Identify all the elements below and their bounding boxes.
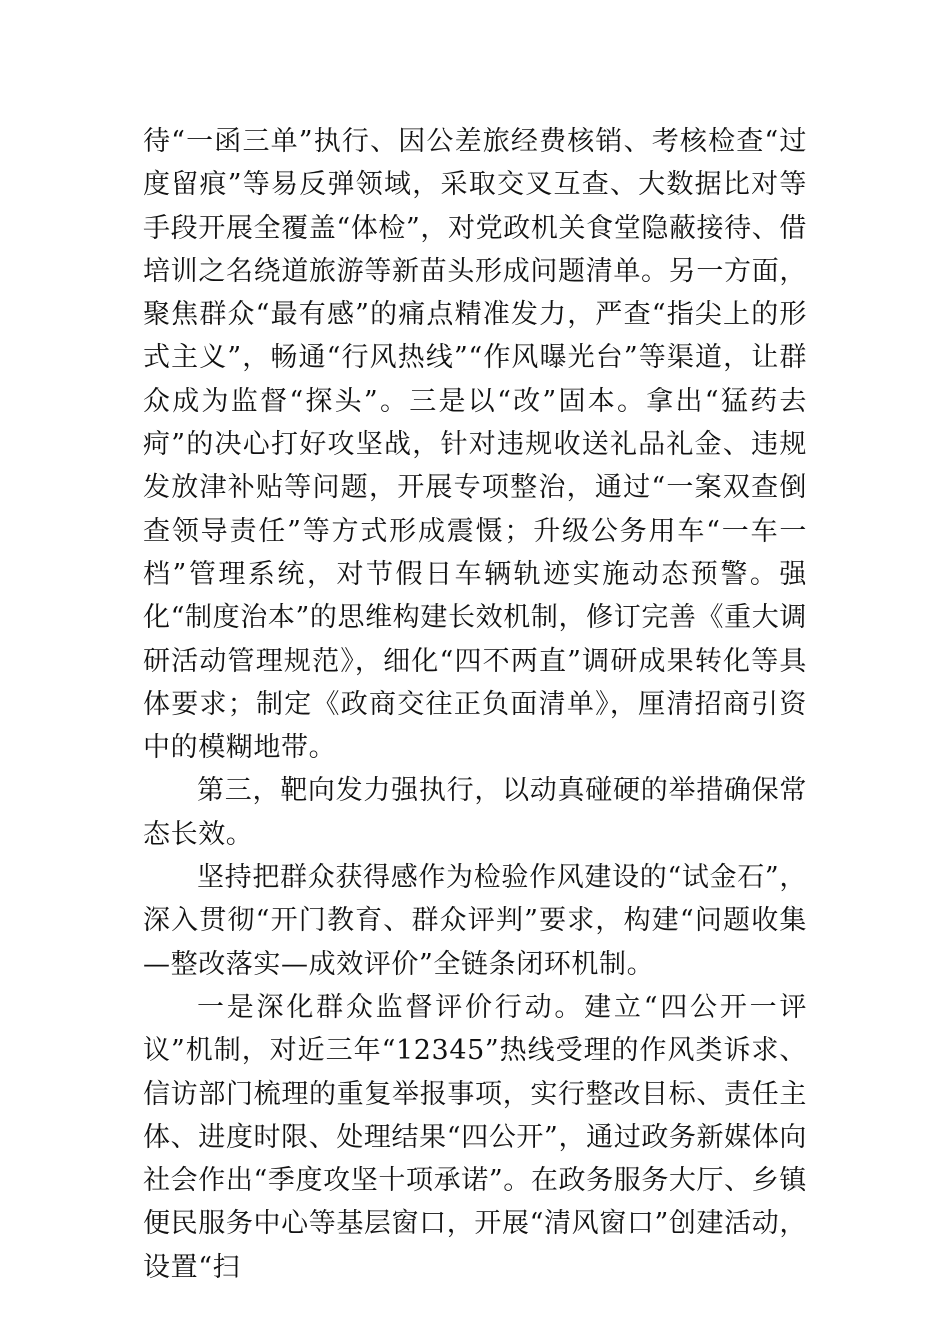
document-body xyxy=(143,120,807,1289)
paragraph-item-one: 一是深化群众监督评价行动。建立“四公开一评议”机制，对近三年“12345”热线受理的作风类诉求、信访部门梳理的重复举报事项，实行整改目标、责任主体、进度时限、处理结果“四公开”，通过政务新媒体向社会作出“季度攻坚十项承诺”。在政务服务大厅、乡镇便民服务中心等基层窗口，开展“清风窗口”创建活动，设置“扫 xyxy=(143,991,807,1283)
paragraph-continued: 待“一函三单”执行、因公差旅经费核销、考核检查“过度留痕”等易反弹领域，采取交叉互查、大数据比对等手段开展全覆盖“体检”，对党政机关食堂隐蔽接待、借培训之名绕道旅游等新苗头形成问题清单。另一方面，聚焦群众“最有感”的痛点精准发力，严查“指尖上的形式主义”，畅通“行风热线”“作风曝光台”等渠道，让群众成为监督“探头”。三是以“改”固本。拿出“猛药去疴”的决心打好攻坚战，针对违规收送礼品礼金、违规发放津补贴等问题，开展专项整治，通过“一案双查倒查领导责任”等方式形成震慑；升级公务用车“一车一档”管理系统，对节假日车辆轨迹实施动态预警。强化“制度治本”的思维构建长效机制，修订完善《重大调研活动管理规范》，细化“四不两直”调研成果转化等具体要求；制定《政商交往正负面清单》，厘清招商引资中的模糊地带。 xyxy=(143,126,807,764)
paragraph-section-heading: 第三，靶向发力强执行，以动真碰硬的举措确保常态长效。 xyxy=(143,775,807,850)
paragraph-intro: 坚持把群众获得感作为检验作风建设的“试金石”，深入贯彻“开门教育、群众评判”要求，构建“问题收集—整改落实—成效评价”全链条闭环机制。 xyxy=(143,862,807,980)
